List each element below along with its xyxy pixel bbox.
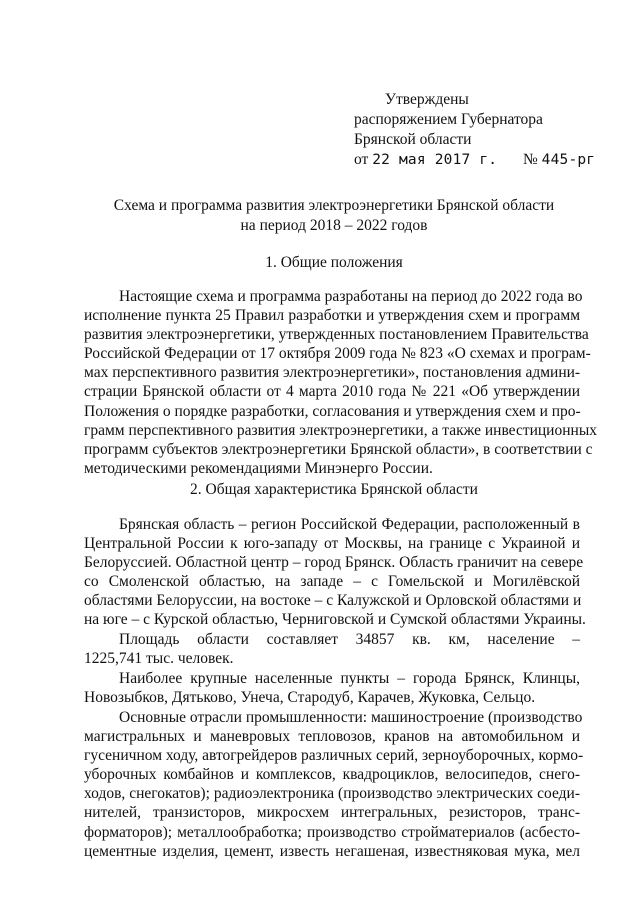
section-1-paragraph-1 xyxy=(84,287,597,478)
document-title-line-1: Схема и программа развития электроэнергетики Брянской области xyxy=(113,197,555,214)
text-line: исполнение пункта 25 Правил разработки и утверждения схем и программ xyxy=(84,307,580,325)
text-line: Центральной России к юго-западу от Москвы, на границе с Украиной и xyxy=(84,535,580,553)
text-line: гусеничном ходу, автогрейдеров различных серий, зерноуборочных, кормо- xyxy=(84,747,584,765)
text-line: уборочных комбайнов и комплексов, квадроциклов, велосипедов, снего- xyxy=(84,766,580,784)
approval-line-2: распоряжением Губернатора xyxy=(354,111,543,128)
section-1-heading: 1. Общие положения xyxy=(265,254,403,271)
text-line: программ субъектов электроэнергетики Брянской области», в соответствии с xyxy=(84,440,593,458)
section-2-paragraph-4 xyxy=(84,708,584,861)
text-line: Новозыбков, Дятьково, Унеча, Стародуб, Карачев, Жуковка, Сельцо. xyxy=(84,689,536,707)
section-2-paragraph-1 xyxy=(84,515,586,630)
text-line: страции Брянской области от 4 марта 2010 года № 221 «Об утверждении xyxy=(84,383,580,401)
text-line: форматоров); металлообработка; производство стройматериалов (асбесто- xyxy=(84,823,580,841)
section-2-heading: 2. Общая характеристика Брянской области xyxy=(190,481,478,498)
text-line: Брянская область – регион Российской Федерации, расположенный в xyxy=(119,516,580,533)
approval-number-value: 445-рг xyxy=(541,152,596,168)
approval-date-prefix: от xyxy=(354,151,369,168)
text-line: 1225,741 тыс. человек. xyxy=(84,650,234,668)
document-title xyxy=(70,196,598,236)
text-line: грамм перспективного развития электроэнергетики, а также инвестиционных xyxy=(84,421,597,439)
text-line: методическими рекомендациями Минэнерго России. xyxy=(84,459,433,477)
approval-block xyxy=(354,90,595,170)
text-line: со Смоленской областью, на западе – с Гомельской и Могилёвской xyxy=(84,573,580,591)
text-line: областями Белоруссии, на востоке – с Калужской и Орловской областями и xyxy=(84,592,582,610)
text-line: ходов, снегокатов); радиоэлектроника (производство электрических соеди- xyxy=(84,785,580,803)
text-line: Положения о порядке разработки, согласования и утверждения схем и про- xyxy=(84,402,581,420)
document-title-line-2: на период 2018 – 2022 годов xyxy=(240,217,428,234)
text-line: Белоруссией. Областной центр – город Брянск. Область граничит на севере xyxy=(84,554,584,572)
approval-line-3: Брянской области xyxy=(354,131,472,148)
text-line: мах перспективного развития электроэнергетики», постановления админи- xyxy=(84,364,581,382)
approval-date-value: 22 мая 2017 г. xyxy=(372,152,498,168)
text-line: Российской Федерации от 17 октября 2009 года № 823 «О схемах и програм- xyxy=(84,345,591,363)
text-line: нителей, транзисторов, микросхем интегральных, резисторов, транс- xyxy=(84,804,580,822)
approval-line-1: Утверждены xyxy=(385,91,469,108)
text-line: цементные изделия, цемент, известь негашеная, известняковая мука, мел xyxy=(84,842,580,860)
text-line: развития электроэнергетики, утвержденных постановлением Правительства xyxy=(84,326,589,344)
section-2-paragraph-3 xyxy=(84,669,580,707)
text-line: Настоящие схема и программа разработаны на период до 2022 года во xyxy=(119,288,583,305)
text-line: на юге – с Курской областью, Черниговской и Сумской областями Украины. xyxy=(84,611,586,629)
section-2-paragraph-2 xyxy=(84,630,580,668)
text-line: Площадь области составляет 34857 кв. км, население – xyxy=(119,631,580,648)
text-line: Наиболее крупные населенные пункты – города Брянск, Клинцы, xyxy=(119,670,580,687)
text-line: Основные отрасли промышленности: машиностроение (производство xyxy=(119,709,583,726)
approval-date-line xyxy=(354,150,595,170)
approval-number-prefix: № xyxy=(522,151,538,168)
text-line: магистральных и маневровых тепловозов, кранов на автомобильном и xyxy=(84,728,580,746)
